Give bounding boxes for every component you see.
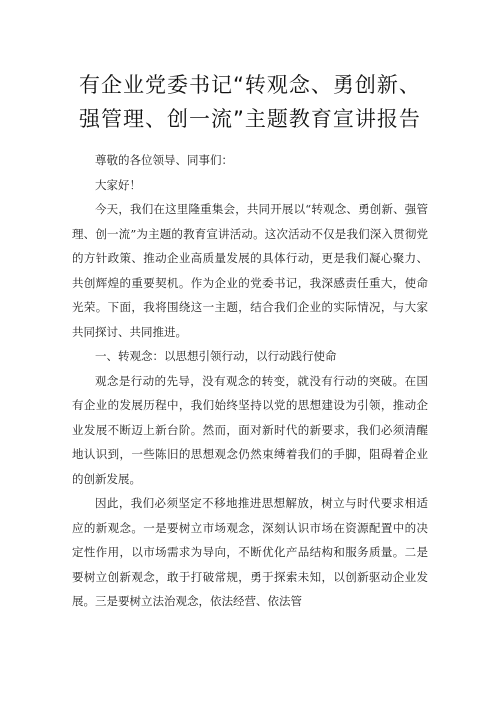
- salutation: 尊敬的各位领导、同事们：: [95, 153, 233, 167]
- section-1-paragraph-1: 观念是行动的先导，没有观念的转变，就没有行动的突破。在国有企业的发展历程中，我们始终坚持以党的思想建设为引领，推动企业发展不断迈上新台阶。然而，面对新时代的新要求，我们必须清醒地认识到，一些陈旧的思想观念仍然束缚着我们的手脚，阻碍着企业的创新发展。: [72, 373, 428, 486]
- document-body: [72, 148, 428, 614]
- intro-paragraph: 今天，我们在这里隆重集会，共同开展以“转观念、勇创新、强管理、创一流”为主题的教育宣讲活动。这次活动不仅是我们深入贯彻党的方针政策、推动企业高质量发展的具体行动，更是我们凝心聚力、共创辉煌的重要契机。作为企业的党委书记，我深感责任重大，使命光荣。下面，我将围绕这一主题，结合我们企业的实际情况，与大家共同探讨、共同推进。: [72, 202, 428, 339]
- document-title: 有企业党委书记“转观念、勇创新、强管理、创一流”主题教育宣讲报告: [79, 73, 421, 131]
- greeting: 大家好！: [95, 177, 141, 192]
- section-heading-1: 一、转观念：以思想引领行动，以行动践行使命: [95, 349, 337, 363]
- section-1-paragraph-2: 因此，我们必须坚定不移地推进思想解放，树立与时代要求相适应的新观念。一是要树立市场观念，深刻认识市场在资源配置中的决定性作用，以市场需求为导向，不断优化产品结构和服务质量。二是要树立创新观念，敢于打破常规，勇于探索未知，以创新驱动企业发展。三是要树立法治观念，依法经营、依法管: [72, 496, 428, 608]
